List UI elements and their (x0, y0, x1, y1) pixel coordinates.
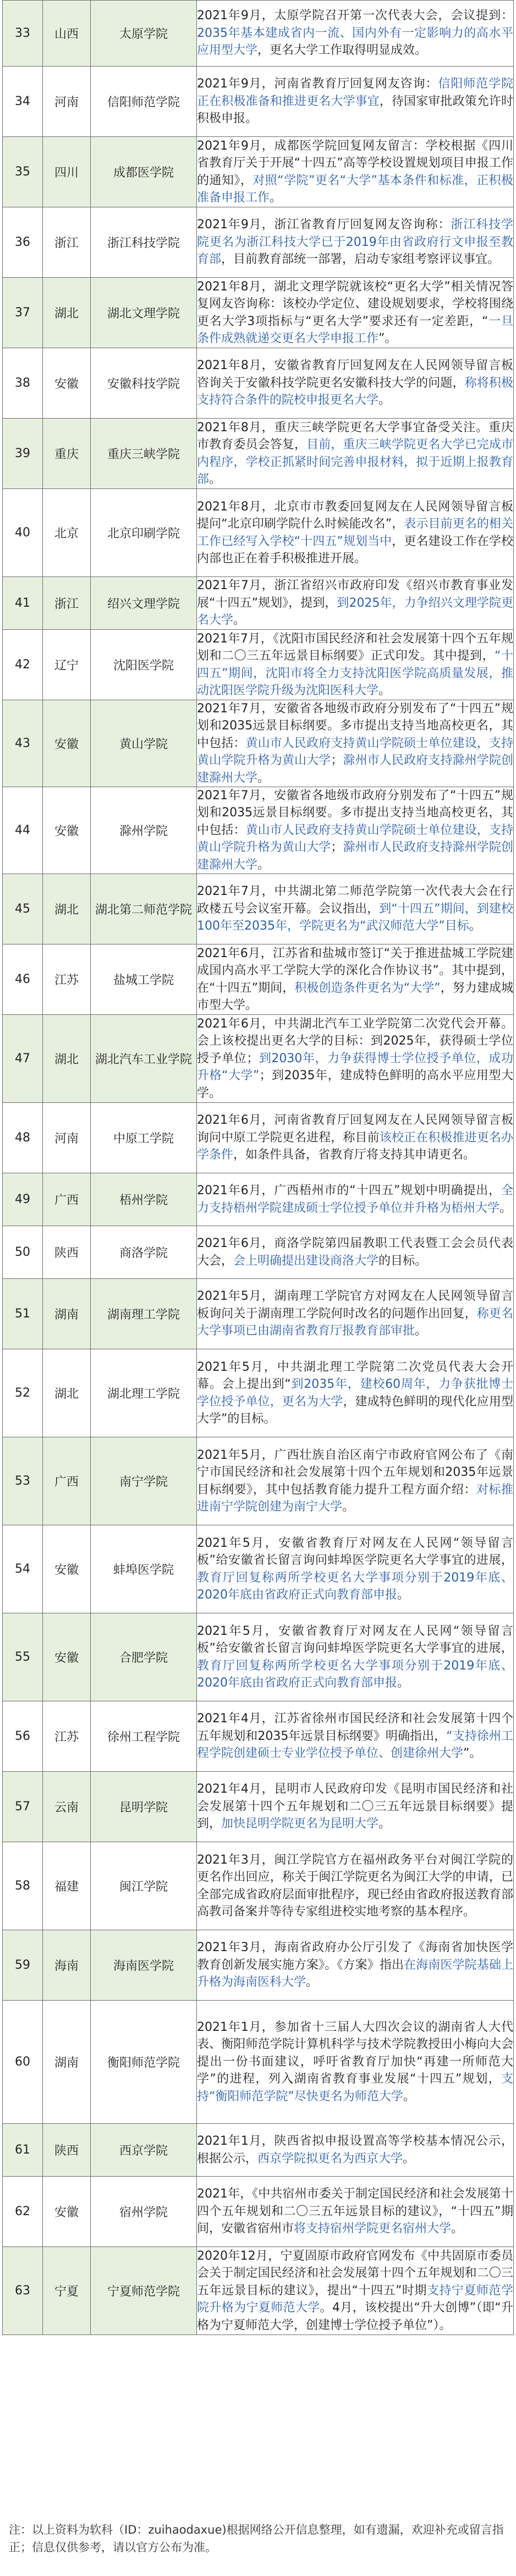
row-number: 54 (3, 1525, 43, 1613)
row-province: 海南 (43, 1930, 91, 2001)
row-province: 安徽 (43, 700, 91, 787)
row-school: 合肥学院 (91, 1613, 197, 1701)
description-text: ，努力建成城市型大学。 (197, 981, 513, 1012)
table-row (3, 137, 514, 207)
description-text: 。 (270, 190, 282, 205)
row-province: 湖南 (43, 2001, 91, 2124)
description-text: 2021年4月，昆明市人民政府印发《昆明市国民经济和社会发展第十四个五年规划和二〇三五年远景目标纲要》提到， (197, 1782, 513, 1831)
highlighted-text: 全力支持梧州学院建成硕士学位授予单位并升格为梧州大学 (197, 1184, 513, 1215)
row-description (197, 1772, 514, 1842)
highlighted-text: 到“十四五”期间，到建校100年至2035年，学院更名为“武汉师范大学”目标 (197, 902, 513, 933)
row-school: 商洛学院 (91, 1226, 197, 1279)
row-description (197, 2177, 514, 2247)
row-school: 北京印刷学院 (91, 489, 197, 577)
highlighted-text: 到2030年，力争获得博士学位授予单位，成功升格“大学” (197, 1051, 513, 1083)
description-text: 2021年7月，浙江省绍兴市政府印发《绍兴市教育事业发展“十四五”规划》，提到， (197, 579, 513, 610)
row-number: 33 (3, 1, 43, 67)
table-row (3, 1613, 514, 1701)
description-text: 2021年6月，江苏省和盐城市签订“关于推进盐城工学院建成国内高水平工学院大学的深化合作协议书”。其中提到，在“十四五”期间， (197, 946, 513, 995)
table-body (3, 1, 514, 2335)
row-number: 39 (3, 419, 43, 489)
row-school: 湖南理工学院 (91, 1279, 197, 1349)
row-description (197, 489, 514, 577)
row-province: 福建 (43, 1842, 91, 1930)
highlighted-text: 滁州市人民政府支持滁州学院创建滁州大学 (197, 841, 513, 872)
description-text: 。 (397, 1676, 410, 1690)
table-row (3, 67, 514, 137)
table-row (3, 1015, 514, 1103)
table-row (3, 207, 514, 278)
row-province: 浙江 (43, 207, 91, 278)
row-number: 45 (3, 874, 43, 944)
row-description (197, 1525, 514, 1613)
row-school: 信阳师范学院 (91, 67, 197, 137)
description-text: 2021年7月，《沈阳市国民经济和社会发展第十四个五年规划和二〇三五年远景目标纲要》正式印发。其中提到， (197, 631, 513, 663)
row-school: 湖北文理学院 (91, 278, 197, 348)
row-number: 43 (3, 700, 43, 787)
highlighted-text: 将支持宿州学院更名宿州大学 (294, 2222, 452, 2236)
row-province: 江苏 (43, 1701, 91, 1772)
table-row (3, 1842, 514, 1930)
table-row (3, 1349, 514, 1437)
table-row (3, 1173, 514, 1226)
highlighted-text: 称更名大学事项已由湖南省教育厅报教育部审批 (197, 1306, 513, 1338)
description-text: ，待国家审批政策允许时积极申报。 (197, 94, 513, 126)
description-text: 2021年7月，中共湖北第二师范学院第一次代表大会在行政楼五号会议室开幕。会议指出， (197, 885, 513, 916)
table-row (3, 1525, 514, 1613)
row-school: 太原学院 (91, 1, 197, 67)
description-text: 。 (378, 1817, 391, 1831)
row-school: 闽江学院 (91, 1842, 197, 1930)
row-school: 沈阳医学院 (91, 630, 197, 700)
row-description (197, 1701, 514, 1772)
row-province: 安徽 (43, 2177, 91, 2247)
highlighted-text: 西京学院拟更名为西京大学 (257, 2151, 403, 2166)
description-text: 2021年6月，河南省教育厅回复网友在人民网领导留言板询问中原工学院更名进程，称目前 (197, 1113, 513, 1145)
row-province: 重庆 (43, 419, 91, 489)
description-text: 2021年6月，广西梧州市的“十四五”规划中明确提出， (197, 1184, 501, 1198)
row-number: 38 (3, 348, 43, 419)
row-description (197, 874, 514, 944)
table-row (3, 2177, 514, 2247)
row-province: 陕西 (43, 2124, 91, 2177)
row-description (197, 1, 514, 67)
row-number: 53 (3, 1437, 43, 1525)
description-text: 。4月，该校提出“升大创博”（即“升格为宁夏师范大学，创建博士学位授予单位”）。 (197, 2301, 513, 2332)
description-text: 2021年6月，商洛学院第四届教职工代表暨工会会员代表大会， (197, 1237, 513, 1268)
description-text: 2020年12月，宁夏固原市政府官网发布《中共固原市委员会关于制定国民经济和社会发展第十四个五年规划和二〇三五年远景目标的建议》，提出“十四五”时期 (197, 2249, 513, 2298)
row-number: 62 (3, 2177, 43, 2247)
description-text: 2021年，《中共宿州市委关于制定国民经济和社会发展第十四个五年规划和二〇三五年远景目标的建议》，“十四五”期间，安徽省宿州市 (197, 2187, 513, 2236)
row-province: 辽宁 (43, 630, 91, 700)
row-number: 59 (3, 1930, 43, 2001)
row-description (197, 278, 514, 348)
row-description (197, 1349, 514, 1437)
row-province: 湖北 (43, 1015, 91, 1103)
row-number: 60 (3, 2001, 43, 2124)
row-school: 衡阳师范学院 (91, 2001, 197, 2124)
highlighted-text: 对照“学院”更名“大学”基本条件和标准，正积极准备申报工作 (197, 173, 513, 205)
row-description (197, 1842, 514, 1930)
description-text: 。 (378, 683, 391, 697)
table-row (3, 1226, 514, 1279)
row-description (197, 1226, 514, 1279)
description-text: 2021年5月，安徽省教育厅对网友在人民网“领导留言板”给安徽省长留言询问蚌埠医学院更名大学事宜的进展， (197, 1536, 513, 1568)
description-text: 2021年9月，太原学院召开第一次代表大会，会议提到： (197, 9, 513, 23)
description-text: 。 (451, 2222, 464, 2236)
description-text: ；到2035年，建成特色鲜明的高水平应用型大学。 (197, 1069, 513, 1100)
table-row (3, 1930, 514, 2001)
description-text: 2021年9月，成都医学院回复网友留言：学校根据《四川省教育厅关于开展“十四五”高等学校设置规划项目申报工作的通知》， (197, 139, 513, 188)
row-province: 云南 (43, 1772, 91, 1842)
row-description (197, 700, 514, 787)
row-number: 48 (3, 1103, 43, 1173)
row-number: 42 (3, 630, 43, 700)
row-province: 湖北 (43, 874, 91, 944)
description-text: 2021年5月，湖南理工学院官方对网友在人民网领导留言板询问关于湖南理工学院何时改名的问题作出回复， (197, 1289, 513, 1321)
description-text: 。 (499, 1201, 512, 1215)
description-text: 2021年3月，闽江学院官方在福州政务平台对闽江学院的更名作出回应，称关于闽江学院更名为闽江大学的申请，已全部完成省政府层面审批程序，现已经由省政府报送教育部高教司备案并等待专家组进校实地考察的基本程序。 (197, 1853, 513, 1919)
description-text: ，更名大学工作取得明显成效。 (257, 43, 427, 58)
highlighted-text: 该校正在积极推进更名办学条件 (197, 1130, 513, 1162)
highlighted-text: 称将积极支持符合条件的院校申报更名大学 (197, 376, 513, 408)
row-school: 绍兴文理学院 (91, 577, 197, 630)
highlighted-text: 会上明确提出建设商洛大学 (233, 1254, 379, 1268)
table-row (3, 419, 514, 489)
row-number: 58 (3, 1842, 43, 1930)
row-school: 黄山学院 (91, 700, 197, 787)
row-number: 37 (3, 278, 43, 348)
description-text: 2021年5月，安徽省教育厅对网友在人民网“领导留言板”给安徽省长留言询问蚌埠医学院更名大学事宜的进展， (197, 1624, 513, 1656)
description-text: 2021年7月，安徽省各地级市政府分别发布了“十四五”规划和2035远景目标纲要。多市提出支持当地高校更名，其中包括： (197, 789, 513, 837)
row-province: 广西 (43, 1437, 91, 1525)
highlighted-text: 信阳师范学院正在积极准备和推进更名大学事宜 (197, 77, 513, 108)
description-text: 。 (257, 858, 270, 872)
row-number: 55 (3, 1613, 43, 1701)
table-row (3, 2124, 514, 2177)
row-number: 34 (3, 67, 43, 137)
table-row (3, 1701, 514, 1772)
description-text: 。 (469, 919, 481, 933)
row-description (197, 1437, 514, 1525)
description-text: 的目标。 (378, 1254, 427, 1268)
row-description (197, 1279, 514, 1349)
row-description (197, 67, 514, 137)
description-text: 2021年6月，中共湖北汽车工业学院第二次党代会开幕。会上该校提出更名大学的目标：到2025年，获得硕士学位授予单位； (197, 1017, 513, 1065)
highlighted-text: 在海南医学院基础上升格为海南医科大学 (197, 1958, 513, 1990)
highlighted-text: 表示目前更名的相关工作已经写入学校“十四五”规划当中 (197, 517, 513, 548)
row-school: 滁州学院 (91, 787, 197, 874)
description-text: 。 (397, 1588, 410, 1602)
description-text: 。 (257, 771, 270, 785)
row-school: 盐城工学院 (91, 944, 197, 1015)
table-row (3, 787, 514, 874)
highlighted-text: 浙江科技学院更名为浙江科技大学已于2019年由省政府行文申报至教育部 (197, 218, 513, 267)
highlighted-text: 一旦条件成熟就递交更名大学申报工作 (197, 314, 513, 345)
row-province: 山西 (43, 1, 91, 67)
description-text: 2021年1月，陕西省拟申报设置高等学校基本情况公示，根据公示， (197, 2134, 513, 2166)
row-number: 44 (3, 787, 43, 874)
highlighted-text: “支持徐州工程学院创建硕士专业学位授予单位、创建徐州大学 (197, 1729, 513, 1761)
description-text: 2021年3月，海南省政府办公厅引发了《海南省加快医学教育创新发展实施方案》。《方案》指出 (197, 1941, 513, 1972)
row-school: 西京学院 (91, 2124, 197, 2177)
table-row (3, 874, 514, 944)
table-row (3, 489, 514, 577)
row-description (197, 137, 514, 207)
row-school: 重庆三峡学院 (91, 419, 197, 489)
highlighted-text: 支持“衡阳师范学院”尽快更名为师范大学 (197, 2072, 513, 2103)
row-school: 徐州工程学院 (91, 1701, 197, 1772)
row-number: 50 (3, 1226, 43, 1279)
description-text: 2021年5月，中共湖北理工学院第二次党员代表大会开幕。会上提出到“ (197, 1360, 513, 1392)
row-number: 63 (3, 2247, 43, 2335)
row-school: 浙江科技学院 (91, 207, 197, 278)
table-row (3, 1279, 514, 1349)
row-province: 河南 (43, 67, 91, 137)
row-number: 36 (3, 207, 43, 278)
row-province: 陕西 (43, 1226, 91, 1279)
highlighted-text: 教育厅回复称两所学校更名大学事项分别于2019年底、2020年底由省政府正式向教育部申报 (197, 1658, 513, 1690)
highlighted-text: 支持宁夏师范学院升格为宁夏师范大学 (197, 2283, 513, 2315)
row-province: 安徽 (43, 1525, 91, 1613)
description-text: ”。 (463, 1746, 482, 1761)
table-row (3, 2247, 514, 2335)
table-row (3, 348, 514, 419)
row-number: 57 (3, 1772, 43, 1842)
table-row (3, 1437, 514, 1525)
row-description (197, 1173, 514, 1226)
row-description (197, 2124, 514, 2177)
highlighted-text: “十四五”期间，沈阳市将全力支持沈阳医学院高质量发展，推动沈阳医学院升级为沈阳医科大学 (197, 649, 513, 697)
row-description (197, 1613, 514, 1701)
row-school: 南宁学院 (91, 1437, 197, 1525)
highlighted-text: 积极创造条件更名为“大学” (294, 981, 441, 995)
row-number: 41 (3, 577, 43, 630)
highlighted-text: 滁州市人民政府支持滁州学院创建滁州大学 (197, 754, 513, 785)
description-text: 。 (209, 472, 222, 486)
description-text: ； (331, 754, 343, 768)
row-number: 40 (3, 489, 43, 577)
description-text: ，更名建设工作在学校内部也正在着手积极推进开展。 (197, 534, 513, 565)
row-province: 浙江 (43, 577, 91, 630)
school-renaming-table (2, 0, 514, 2335)
highlighted-text: 到2035年，建校60周年，力争获批博士学位授予单位，更名为大学 (197, 1377, 513, 1409)
row-number: 61 (3, 2124, 43, 2177)
description-text: 。 (378, 393, 391, 408)
row-number: 49 (3, 1173, 43, 1226)
row-number: 35 (3, 137, 43, 207)
row-description (197, 348, 514, 419)
description-text: 2021年5月，广西壮族自治区南宁市政府官网公布了《南宁市国民经济和社会发展第十四个五年规划和2035年远景目标纲要》，其中包括教育能力提升工程方面介绍： (197, 1448, 513, 1497)
row-province: 湖南 (43, 1279, 91, 1349)
row-number: 52 (3, 1349, 43, 1437)
description-text: ； (331, 841, 343, 855)
highlighted-text: 到2025年，力争绍兴文理学院更名大学 (197, 596, 513, 628)
row-description (197, 1930, 514, 2001)
row-province: 安徽 (43, 1613, 91, 1701)
table-row (3, 278, 514, 348)
row-province: 湖北 (43, 278, 91, 348)
highlighted-text: 目前，重庆三峡学院更名大学已完成市内程序，学校正抓紧时间完善申报材料，拟于近期上报教育部 (197, 438, 513, 486)
description-text: 2021年4月，江苏省徐州市国民经济和社会发展第十四个五年规划和2035年远景目标纲要》明确指出， (197, 1712, 513, 1743)
description-text: 。 (233, 613, 246, 628)
description-text: 2021年8月，湖北文理学院就该校“更名大学”相关情况答复网友咨询称：该校办学定位、建设规划要求，学校将围绕更名大学3项指标与“更名大学”要求还有一定差距，“ (197, 279, 513, 328)
row-description (197, 1015, 514, 1103)
footnote: 注：以上资料为软科（ID：zuihaodaxue)根据网络公开信息整理，如有遗漏，欢迎补充或留言指正；信息仅供参考，请以官方公布为准。 (9, 2523, 504, 2554)
row-number: 56 (3, 1701, 43, 1772)
row-school: 安徽科技学院 (91, 348, 197, 419)
row-description (197, 2001, 514, 2124)
description-text: ”。 (378, 331, 397, 345)
row-description (197, 419, 514, 489)
highlighted-text: 教育厅回复称两所学校更名大学事项分别于2019年底、2020年底由省政府正式向教育部申报 (197, 1570, 513, 1602)
highlighted-text: 加快昆明学院更名为昆明大学 (221, 1817, 379, 1831)
table-row (3, 577, 514, 630)
row-province: 四川 (43, 137, 91, 207)
row-school: 昆明学院 (91, 1772, 197, 1842)
row-description (197, 2247, 514, 2335)
table-row (3, 944, 514, 1015)
table-row (3, 700, 514, 787)
description-text: ，目前教育部统一部署，启动专家组考察评议事宜。 (221, 252, 500, 267)
row-description (197, 577, 514, 630)
description-text: 2021年1月，参加省十三届人大四次会议的湖南省人大代表、衡阳师范学院计算机科学与技术学院教授田小梅向大会提出一份书面建议，呼吁省教育厅加快“再建一所师范大学”的进程，列入湖南省教育事业发展“十四五”规划， (197, 2020, 513, 2086)
table-row (3, 1, 514, 67)
highlighted-text: 黄山市人民政府支持黄山学院硕士单位建设，支持黄山学院升格为黄山大学 (197, 736, 513, 768)
row-province: 安徽 (43, 348, 91, 419)
row-province: 广西 (43, 1173, 91, 1226)
highlighted-text: 黄山市人民政府支持黄山学院硕士单位建设，支持黄山学院升格为黄山大学 (197, 823, 513, 855)
row-province: 宁夏 (43, 2247, 91, 2335)
description-text: 2021年8月，重庆三峡学院更名大学事宜备受关注。重庆市教育委员会答复， (197, 420, 513, 452)
row-province: 湖北 (43, 1349, 91, 1437)
row-province: 江苏 (43, 944, 91, 1015)
description-text: 2021年7月，安徽省各地级市政府分别发布了“十四五”规划和2035远景目标纲要。多市提出支持当地高校更名，其中包括： (197, 702, 513, 750)
row-province: 安徽 (43, 787, 91, 874)
row-description (197, 630, 514, 700)
row-school: 湖北第二师范学院 (91, 874, 197, 944)
row-school: 海南医学院 (91, 1930, 197, 2001)
row-description (197, 944, 514, 1015)
description-text: 2021年9月，河南省教育厅回复网友咨询： (197, 77, 438, 91)
table-row (3, 2001, 514, 2124)
table-row (3, 1103, 514, 1173)
row-description (197, 787, 514, 874)
row-school: 梧州学院 (91, 1173, 197, 1226)
description-text: 2021年8月，安徽省教育厅回复网友在人民网领导留言板咨询关于安徽科技学院更名安徽科技大学的问题， (197, 359, 513, 390)
description-text: 。 (306, 1975, 319, 1990)
row-school: 中原工学院 (91, 1103, 197, 1173)
description-text: 。 (403, 2089, 415, 2103)
row-school: 湖北理工学院 (91, 1349, 197, 1437)
description-text: 。 (342, 1500, 355, 1514)
row-school: 成都医学院 (91, 137, 197, 207)
description-text: 2021年8月，北京市市教委回复网友在人民网领导留言板提问“北京印刷学院什么时候能改名”， (197, 499, 513, 531)
row-description (197, 1103, 514, 1173)
row-number: 47 (3, 1015, 43, 1103)
highlighted-text: 2035年基本建成省内一流、国内外有一定影响力的高水平应用型大学 (197, 26, 513, 58)
row-school: 宿州学院 (91, 2177, 197, 2247)
description-text: 。 (415, 1324, 427, 1338)
description-text: 2021年9月，浙江省教育厅回复网友咨询称： (197, 218, 451, 232)
description-text: ，建成特色鲜明的现代化应用型大学”的目标。 (197, 1394, 513, 1426)
row-description (197, 207, 514, 278)
row-school: 湖北汽车工业学院 (91, 1015, 197, 1103)
highlighted-text: 对标推进南宁学院创建为南宁大学 (197, 1482, 513, 1514)
row-school: 蚌埠医学院 (91, 1525, 197, 1613)
description-text: 。 (403, 2151, 415, 2166)
row-number: 46 (3, 944, 43, 1015)
row-province: 北京 (43, 489, 91, 577)
row-school: 宁夏师范学院 (91, 2247, 197, 2335)
description-text: ，如条件具备，省教育厅将支持其申请更名。 (233, 1148, 476, 1162)
table-row (3, 630, 514, 700)
row-province: 河南 (43, 1103, 91, 1173)
row-number: 51 (3, 1279, 43, 1349)
table-row (3, 1772, 514, 1842)
